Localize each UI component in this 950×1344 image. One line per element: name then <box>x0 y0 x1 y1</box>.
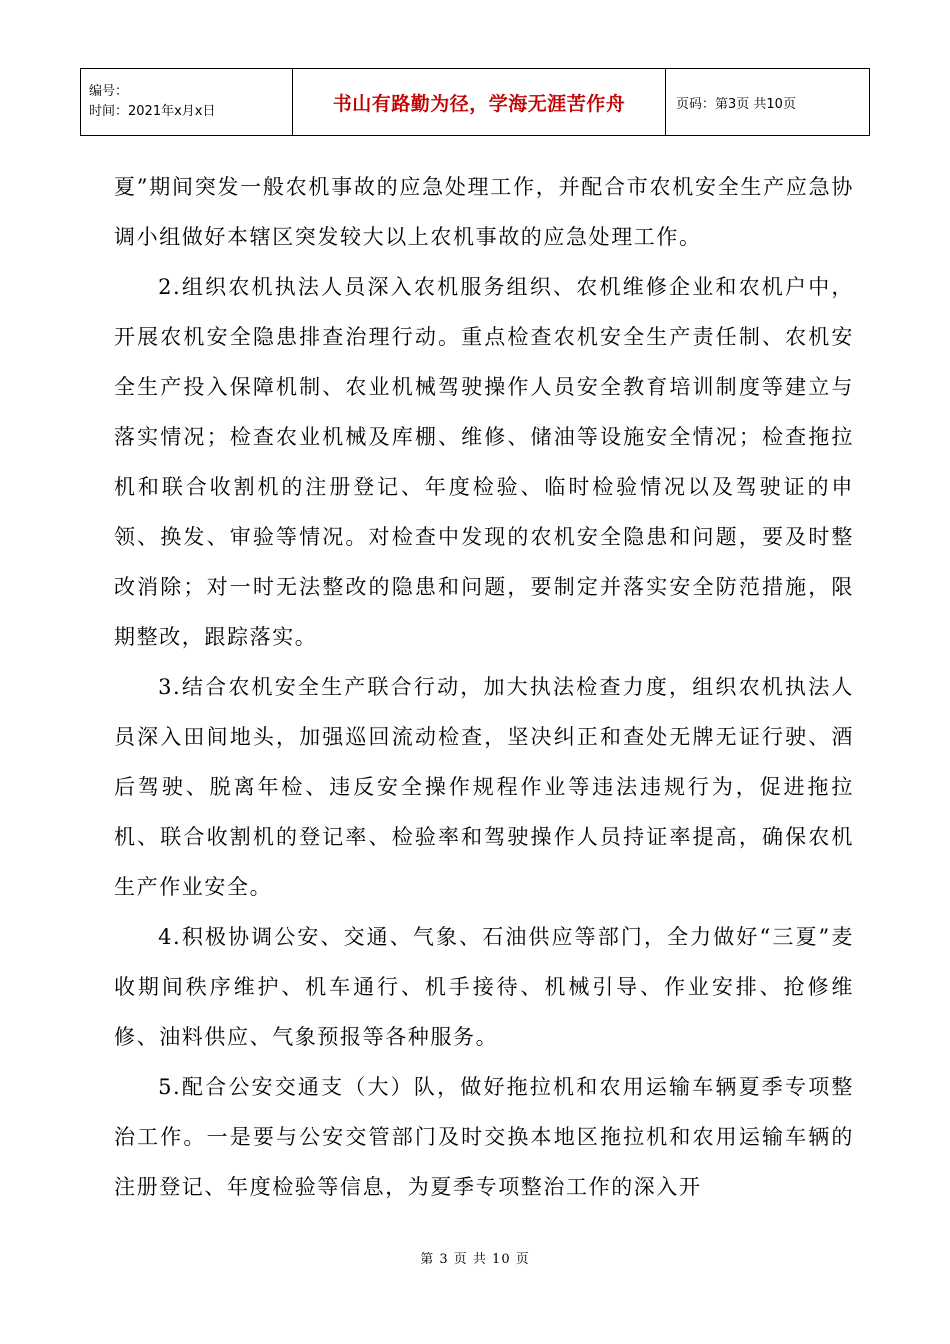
header-motto: 书山有路勤为径，学海无涯苦作舟 <box>293 69 666 136</box>
paragraph-item-2: 2.组织农机执法人员深入农机服务组织、农机维修企业和农机户中，开展农机安全隐患排查治理行动。重点检查农机安全生产责任制、农机安全生产投入保障机制、农业机械驾驶操作人员安全教育培训制度等建立与落实情况；检查农业机械及库棚、维修、储油等设施安全情况；检查拖拉机和联合收割机的注册登记、年度检验、临时检验情况以及驾驶证的申领、换发、审验等情况。对检查中发现的农机安全隐患和问题，要及时整改消除；对一时无法整改的隐患和问题，要制定并落实安全防范措施，限期整改，跟踪落实。 <box>114 275 854 649</box>
paragraph-continuation: 夏”期间突发一般农机事故的应急处理工作，并配合市农机安全生产应急协调小组做好本辖区突发较大以上农机事故的应急处理工作。 <box>114 175 854 249</box>
paragraph-item-5: 5.配合公安交通支（大）队，做好拖拉机和农用运输车辆夏季专项整治工作。一是要与公安交管部门及时交换本地区拖拉机和农用运输车辆的注册登记、年度检验等信息，为夏季专项整治工作的深入开 <box>114 1075 854 1199</box>
paragraph-item-3: 3.结合农机安全生产联合行动，加大执法检查力度，组织农机执法人员深入田间地头，加强巡回流动检查，坚决纠正和查处无牌无证行驶、酒后驾驶、脱离年检、违反安全操作规程作业等违法违规行为，促进拖拉机、联合收割机的登记率、检验率和驾驶操作人员持证率提高，确保农机生产作业安全。 <box>114 675 854 899</box>
document-date-label: 时间：2021年x月x日 <box>89 104 216 119</box>
document-number-label: 编号： <box>89 84 129 99</box>
document-body <box>114 162 854 1212</box>
page-footer: 第 3 页 共 10 页 <box>420 1252 530 1267</box>
header-page-info: 页码：第3页 共10页 <box>666 69 870 136</box>
header-meta-cell <box>81 69 293 136</box>
document-header <box>80 68 870 136</box>
paragraph-item-4: 4.积极协调公安、交通、气象、石油供应等部门，全力做好“三夏”麦收期间秩序维护、机车通行、机手接待、机械引导、作业安排、抢修维修、油料供应、气象预报等各种服务。 <box>114 925 854 1049</box>
